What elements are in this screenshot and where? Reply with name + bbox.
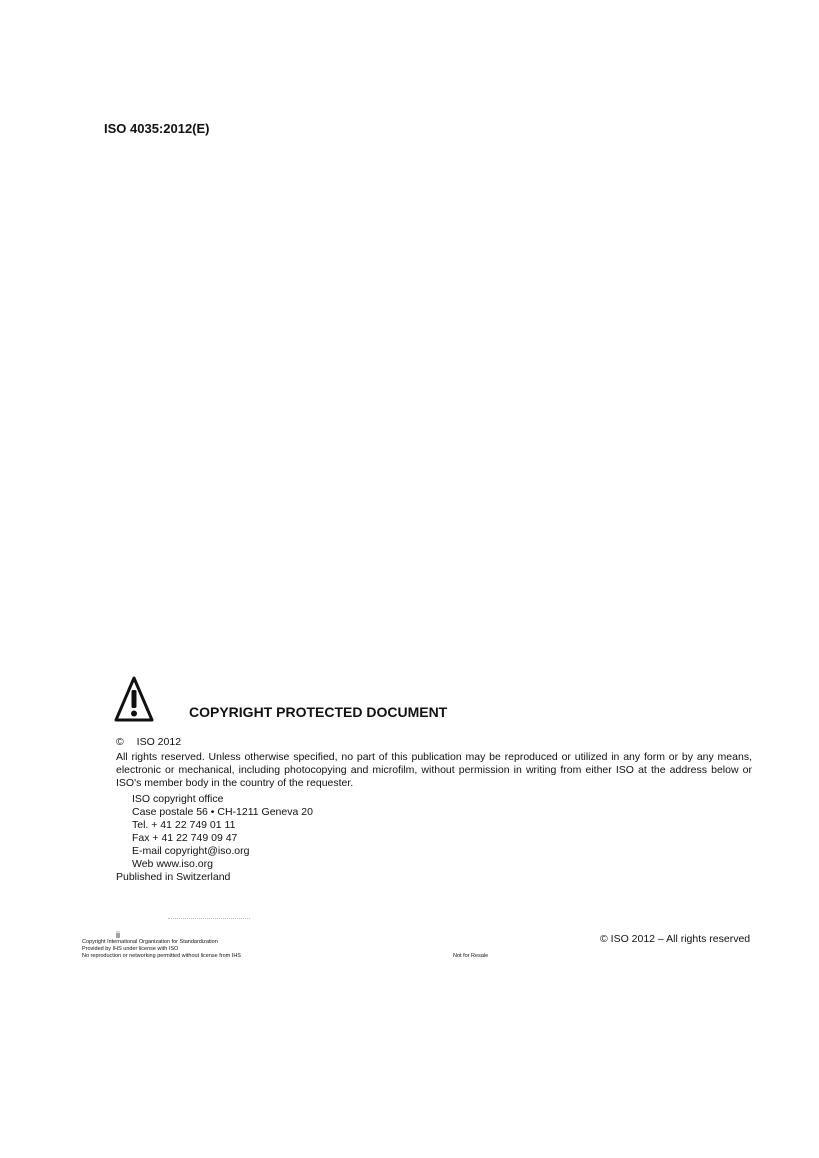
address-line: ISO copyright office <box>132 793 224 805</box>
address-line: Web www.iso.org <box>132 858 213 870</box>
provider-lines <box>82 939 241 960</box>
address-line: E-mail copyright@iso.org <box>132 845 250 857</box>
provider-line: Provided by IHS under license with ISO <box>82 946 179 952</box>
copyright-title: COPYRIGHT PROTECTED DOCUMENT <box>189 704 448 720</box>
provider-line: Copyright International Organization for Standardization <box>82 939 218 945</box>
address-line: Fax + 41 22 749 09 47 <box>132 832 238 844</box>
copyright-year-line <box>116 736 181 748</box>
address-block <box>132 793 313 871</box>
resale-notice: Not for Resale <box>453 953 489 959</box>
scan-artifact <box>168 918 250 922</box>
page-number: ii <box>116 930 120 940</box>
copyright-notice: All rights reserved. Unless otherwise specified, no part of this publication may be reproduced or utilized in any form or by any means, electronic or mechanical, including photocopying and microfilm, without permission in writing from either ISO at the address below or ISO's member body in the country of the requester. <box>116 751 752 789</box>
copyright-year: ISO 2012 <box>136 736 182 748</box>
address-line: Case postale 56 • CH-1211 Geneva 20 <box>132 806 313 818</box>
published-location: Published in Switzerland <box>116 871 231 883</box>
footer-rights: © ISO 2012 – All rights reserved <box>600 933 751 945</box>
warning-triangle-icon <box>114 676 154 722</box>
provider-line: No reproduction or networking permitted without license from IHS <box>82 953 241 959</box>
copyright-symbol: © <box>116 736 124 748</box>
document-id: ISO 4035:2012(E) <box>104 121 210 136</box>
address-line: Tel. + 41 22 749 01 11 <box>132 819 236 831</box>
